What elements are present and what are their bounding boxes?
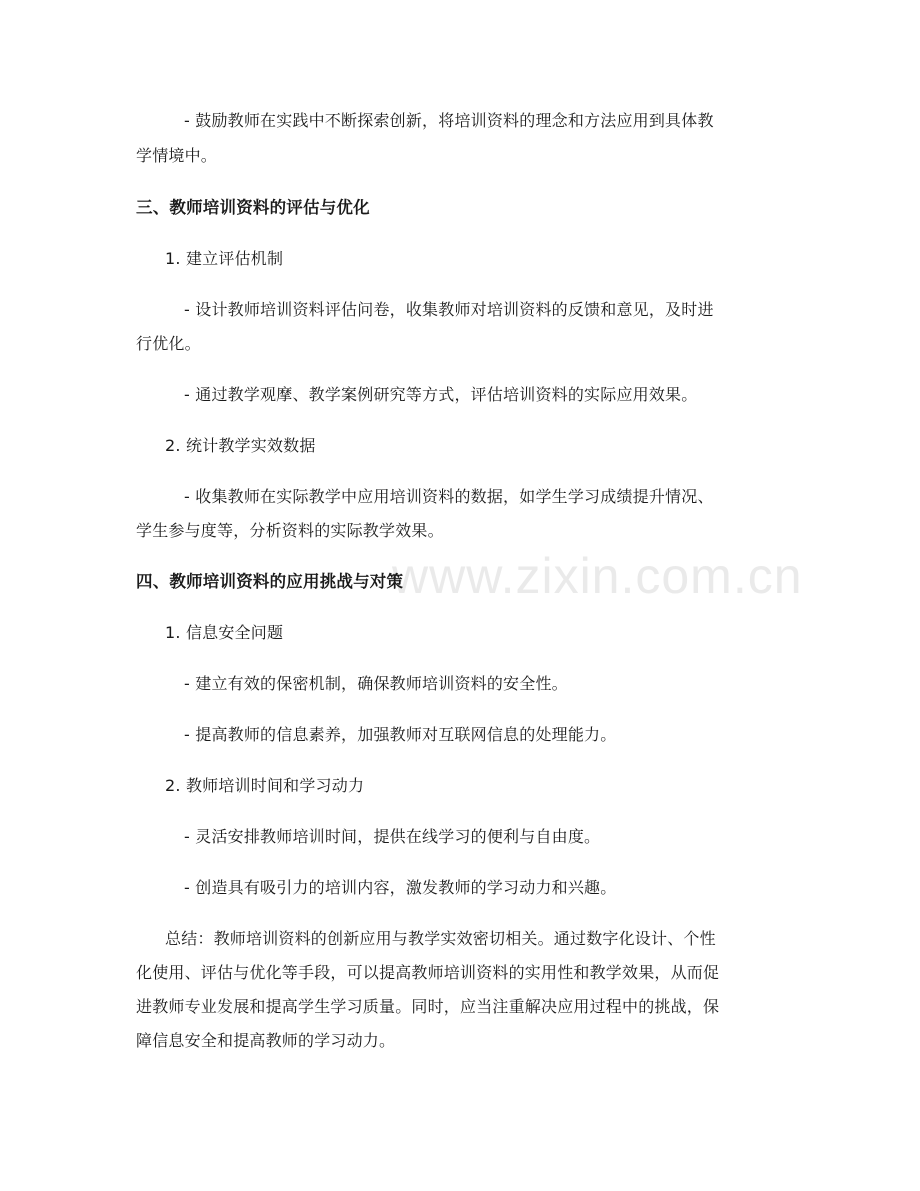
subheading: 1. 信息安全问题 [165,623,284,642]
summary-line: 进教师专业发展和提高学生学习质量。同时，应当注重解决应用过程中的挑战，保 [136,997,720,1016]
paragraph-line: - 建立有效的保密机制，确保教师培训资料的安全性。 [184,674,568,693]
section-heading: 三、教师培训资料的评估与优化 [136,198,370,217]
paragraph-line: - 通过教学观摩、教学案例研究等方式，评估培训资料的实际应用效果。 [184,385,698,404]
paragraph-line: - 提高教师的信息素养，加强教师对互联网信息的处理能力。 [184,725,617,744]
section-heading: 四、教师培训资料的应用挑战与对策 [136,572,404,591]
subheading: 1. 建立评估机制 [165,249,284,268]
paragraph-line: 学情境中。 [136,146,218,165]
paragraph-line: - 灵活安排教师培训时间，提供在线学习的便利与自由度。 [184,827,601,846]
paragraph-line: 学生参与度等，分析资料的实际教学效果。 [136,521,444,540]
paragraph-line: - 设计教师培训资料评估问卷，收集教师对培训资料的反馈和意见，及时进 [184,300,714,319]
paragraph-line: - 鼓励教师在实践中不断探索创新，将培训资料的理念和方法应用到具体教 [184,111,714,130]
summary-line: 障信息安全和提高教师的学习动力。 [136,1031,396,1050]
subheading: 2. 统计教学实效数据 [165,436,316,455]
summary-line: 总结：教师培训资料的创新应用与教学实效密切相关。通过数字化设计、个性 [165,929,716,948]
subheading: 2. 教师培训时间和学习动力 [165,776,365,795]
paragraph-line: - 收集教师在实际教学中应用培训资料的数据，如学生学习成绩提升情况、 [184,487,714,506]
paragraph-line: - 创造具有吸引力的培训内容，激发教师的学习动力和兴趣。 [184,878,617,897]
summary-line: 化使用、评估与优化等手段，可以提高教师培训资料的实用性和教学效果，从而促 [136,963,720,982]
paragraph-line: 行优化。 [136,334,201,353]
watermark: www.zixin.com.cn [392,548,803,604]
